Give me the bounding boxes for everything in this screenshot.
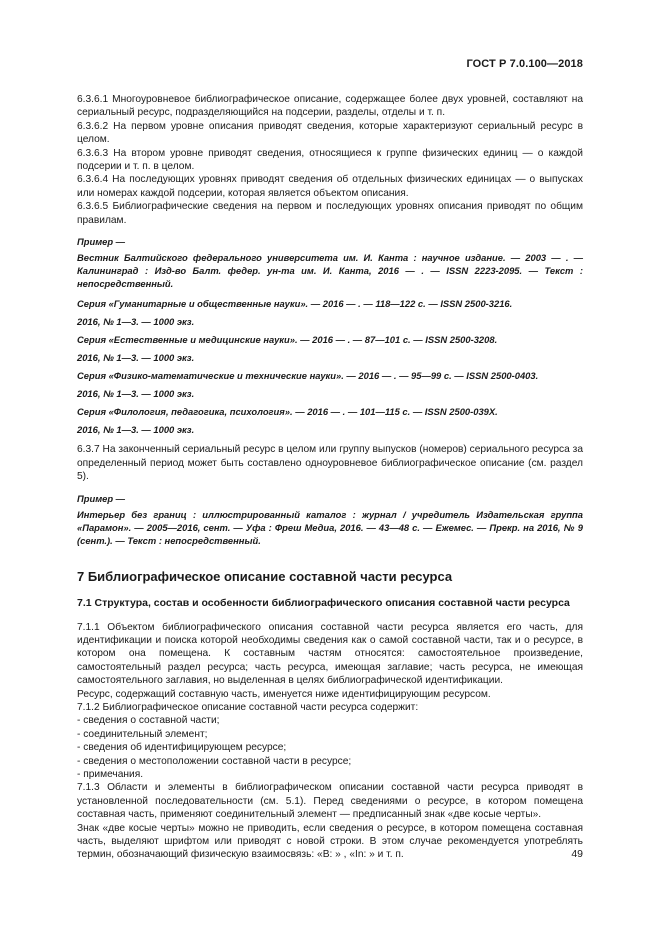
- example-entry: Серия «Физико-математические и технические науки». — 2016 — . — 95—99 с. — ISSN 2500-0403.: [77, 370, 539, 382]
- paragraph-6-3-6-1: 6.3.6.1 Многоуровневое библиографическое описание, содержащее более двух уровней, составляют на сериальный ресурс, подразделяющийся на подсерии, разделы, отделы и т. п.: [77, 94, 583, 119]
- example-label: Пример —: [77, 492, 126, 504]
- paragraph-7-1-1-b: Ресурс, содержащий составную часть, именуется ниже идентифицирующим ресурсом.: [77, 688, 491, 700]
- list-item: - соединительный элемент;: [77, 728, 208, 740]
- paragraph-6-3-6-2: 6.3.6.2 На первом уровне описания приводят сведения, которые характеризуют сериальный ресурс в целом.: [77, 120, 583, 146]
- subsection-title: 7.1 Структура, состав и особенности библиографического описания составной части ресурса: [77, 597, 570, 610]
- example-entry: Интерьер без границ : иллюстрированный каталог : журнал / учредитель Издательская группа «Парамон». — 2005—2016, сент. — Уфа : Фреш Медиа, 2016. — 43—48 с. — Ежемес. — Прекр. на 2016, № 9 (сент.). — Текст : непосредственный.: [77, 509, 583, 547]
- list-item: - сведения об идентифицирующем ресурсе;: [77, 742, 287, 754]
- paragraph-7-1-3: 7.1.3 Области и элементы в библиографическом описании составной части ресурса приводят в установленной последовательности (см. 5.1). Перед сведениями о ресурсе, в котором помещена составная часть, применяют соединительный элемент — предписанный знак «две косые черты».: [77, 782, 583, 821]
- document-code: ГОСТ Р 7.0.100—2018: [466, 58, 583, 70]
- paragraph-6-3-7: 6.3.7 На законченный сериальный ресурс в целом или группу выпусков (номеров) сериального ресурса за определенный период может быть составлено одноуровневое библиографическое описание (см. раздел 5).: [77, 444, 583, 483]
- example-entry: Серия «Гуманитарные и общественные науки». — 2016 — . — 118—122 с. — ISSN 2500-3216.: [77, 298, 513, 310]
- paragraph-7-1-3-b: Знак «две косые черты» можно не приводить, если сведения о ресурсе, в котором помещена составная часть, выделяют шрифтом или приводят с новой строки. В этом случае рекомендуется употреблять термин, обозначающий физическую взаимосвязь: «В: » , «In: » и т. п.: [77, 822, 583, 861]
- list-item: - сведения о местоположении составной части в ресурсе;: [77, 755, 352, 767]
- list-item: - примечания.: [77, 768, 144, 780]
- example-entry: Серия «Естественные и медицинские науки». — 2016 — . — 87—101 с. — ISSN 2500-3208.: [77, 334, 498, 346]
- paragraph-6-3-6-4: 6.3.6.4 На последующих уровнях приводят сведения об отдельных физических единицах — о выпусках или номерах каждой подсерии, которая является объектом описания.: [77, 174, 583, 199]
- paragraph-6-3-6-3: 6.3.6.3 На втором уровне приводят сведения, относящиеся к группе физических единиц — о каждой подсерии и т. п. в целом.: [77, 147, 583, 173]
- example-entry: 2016, № 1—3. — 1000 экз.: [77, 388, 195, 400]
- example-entry: Серия «Филология, педагогика, психология». — 2016 — . — 101—115 с. — ISSN 2500-039X.: [77, 406, 498, 418]
- page-content: [77, 93, 583, 862]
- example-entry: 2016, № 1—3. — 1000 экз.: [77, 424, 195, 436]
- section-title: 7 Библиографическое описание составной части ресурса: [77, 569, 453, 585]
- example-label: Пример —: [77, 236, 126, 248]
- list-item: - сведения о составной части;: [77, 715, 220, 727]
- paragraph-7-1-2: 7.1.2 Библиографическое описание составной части ресурса содержит:: [77, 701, 419, 713]
- paragraph-6-3-6-5: 6.3.6.5 Библиографические сведения на первом и последующих уровнях описания приводят по общим правилам.: [77, 201, 583, 226]
- page-number: 49: [571, 848, 583, 860]
- example-entry: Вестник Балтийского федерального университета им. И. Канта : научное издание. — 2003 — . — Калининград : Изд-во Балт. федер. ун-та им. И. Канта, 2016 — . — ISSN 2223-2095. — Текст : непосредственный.: [77, 252, 583, 290]
- example-entry: 2016, № 1—3. — 1000 экз.: [77, 352, 195, 364]
- example-entry: 2016, № 1—3. — 1000 экз.: [77, 316, 195, 328]
- paragraph-7-1-1: 7.1.1 Объектом библиографического описания составной части ресурса является его часть, для идентификации и поиска которой необходимы сведения как о самой составной части, так и о ресурсе, в котором она помещена. К составным частям относятся: самостоятельное произведение, самостоятельный раздел ресурса; часть ресурса, имеющая заглавие; часть ресурса, не имеющая самостоятельного заглавия, но выделенная в целях библиографической идентификации.: [77, 621, 583, 687]
